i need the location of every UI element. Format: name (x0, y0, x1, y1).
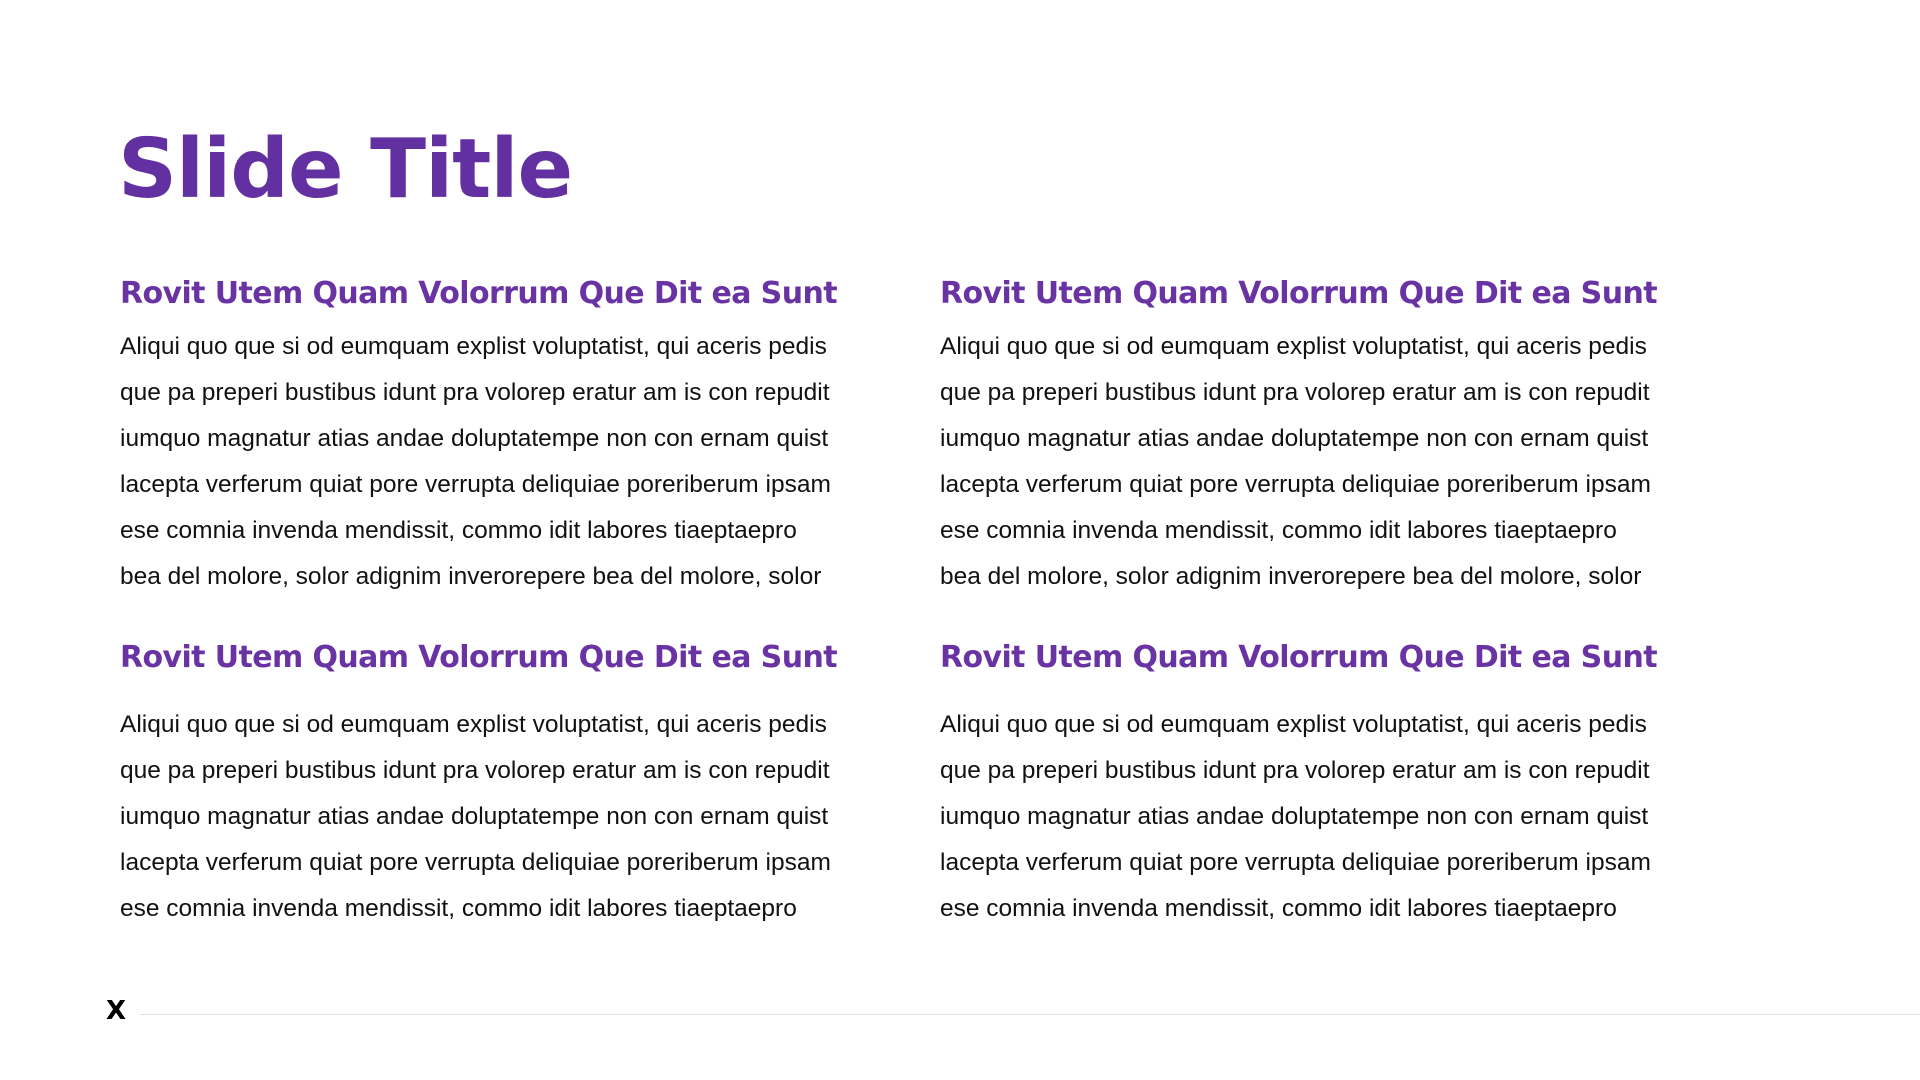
body-line: lacepta verferum quiat pore verrupta deliquiae poreriberum ipsam (120, 471, 831, 498)
block-body (940, 702, 1740, 932)
body-line: lacepta verferum quiat pore verrupta deliquiae poreriberum ipsam (940, 471, 1651, 498)
body-line: ese comnia invenda mendissit, commo idit labores tiaeptaepro (120, 517, 797, 544)
footer-logo-mark: X (106, 996, 127, 1026)
content-block-bottom-right (940, 636, 1740, 932)
body-line: Aliqui quo que si od eumquam explist voluptatist, qui aceris pedis (940, 711, 1647, 738)
content-block-top-right (940, 272, 1740, 600)
slide-title: Slide Title (118, 122, 573, 217)
body-line: Aliqui quo que si od eumquam explist voluptatist, qui aceris pedis (120, 333, 827, 360)
body-line: lacepta verferum quiat pore verrupta deliquiae poreriberum ipsam (120, 849, 831, 876)
block-body (120, 702, 920, 932)
block-body (120, 324, 920, 600)
body-line: Aliqui quo que si od eumquam explist voluptatist, qui aceris pedis (940, 333, 1647, 360)
body-line: que pa preperi bustibus idunt pra volorep eratur am is con repudit (120, 379, 830, 406)
block-heading: Rovit Utem Quam Volorrum Que Dit ea Sunt (120, 640, 837, 675)
block-heading: Rovit Utem Quam Volorrum Que Dit ea Sunt (940, 276, 1657, 311)
body-line: bea del molore, solor adignim inverorepere bea del molore, solor (940, 563, 1642, 590)
footer-divider (140, 1014, 1920, 1015)
body-line: lacepta verferum quiat pore verrupta deliquiae poreriberum ipsam (940, 849, 1651, 876)
body-line: Aliqui quo que si od eumquam explist voluptatist, qui aceris pedis (120, 711, 827, 738)
body-line: bea del molore, solor adignim inverorepere bea del molore, solor (120, 563, 822, 590)
body-line: ese comnia invenda mendissit, commo idit labores tiaeptaepro (120, 895, 797, 922)
body-line: que pa preperi bustibus idunt pra volorep eratur am is con repudit (940, 379, 1650, 406)
body-line: iumquo magnatur atias andae doluptatempe non con ernam quist (120, 803, 829, 830)
block-heading: Rovit Utem Quam Volorrum Que Dit ea Sunt (940, 640, 1657, 675)
body-line: iumquo magnatur atias andae doluptatempe non con ernam quist (120, 425, 829, 452)
content-block-top-left (120, 272, 920, 600)
block-heading: Rovit Utem Quam Volorrum Que Dit ea Sunt (120, 276, 837, 311)
body-line: ese comnia invenda mendissit, commo idit labores tiaeptaepro (940, 517, 1617, 544)
body-line: iumquo magnatur atias andae doluptatempe non con ernam quist (940, 425, 1649, 452)
body-line: que pa preperi bustibus idunt pra volorep eratur am is con repudit (120, 757, 830, 784)
content-block-bottom-left (120, 636, 920, 932)
body-line: que pa preperi bustibus idunt pra volorep eratur am is con repudit (940, 757, 1650, 784)
body-line: ese comnia invenda mendissit, commo idit labores tiaeptaepro (940, 895, 1617, 922)
block-body (940, 324, 1740, 600)
body-line: iumquo magnatur atias andae doluptatempe non con ernam quist (940, 803, 1649, 830)
